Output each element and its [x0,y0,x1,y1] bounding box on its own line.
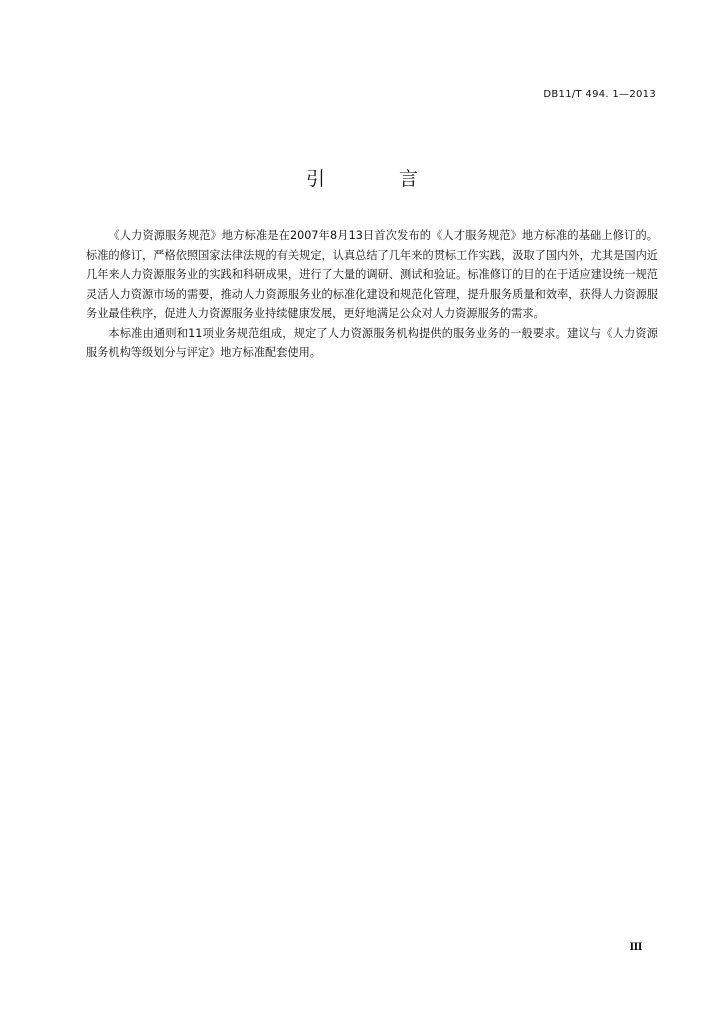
body-text [86,226,658,363]
page-number: III [629,942,642,953]
section-title: 引 言 [305,168,453,190]
paragraph-1: 《人力资源服务规范》地方标准是在2007年8月13日首次发布的《人才服务规范》地方标准的基础上修订的。标准的修订，严格依照国家法律法规的有关规定，认真总结了几年来的贯标工作实践，汲取了国内外，尤其是国内近几年来人力资源服务业的实践和科研成果，进行了大量的调研、测试和验证。标准修订的目的在于适应建设统一规范灵活人力资源市场的需要，推动人力资源服务业的标准化建设和规范化管理，提升服务质量和效率，获得人力资源服务业最佳秩序，促进人力资源服务业持续健康发展，更好地满足公众对人力资源服务的需求。 [86,229,658,320]
document-code: DB11/T 494. 1—2013 [543,89,656,100]
paragraph-2: 本标准由通则和11项业务规范组成，规定了人力资源服务机构提供的服务业务的一般要求。建议与《人力资源服务机构等级划分与评定》地方标准配套使用。 [86,326,658,359]
